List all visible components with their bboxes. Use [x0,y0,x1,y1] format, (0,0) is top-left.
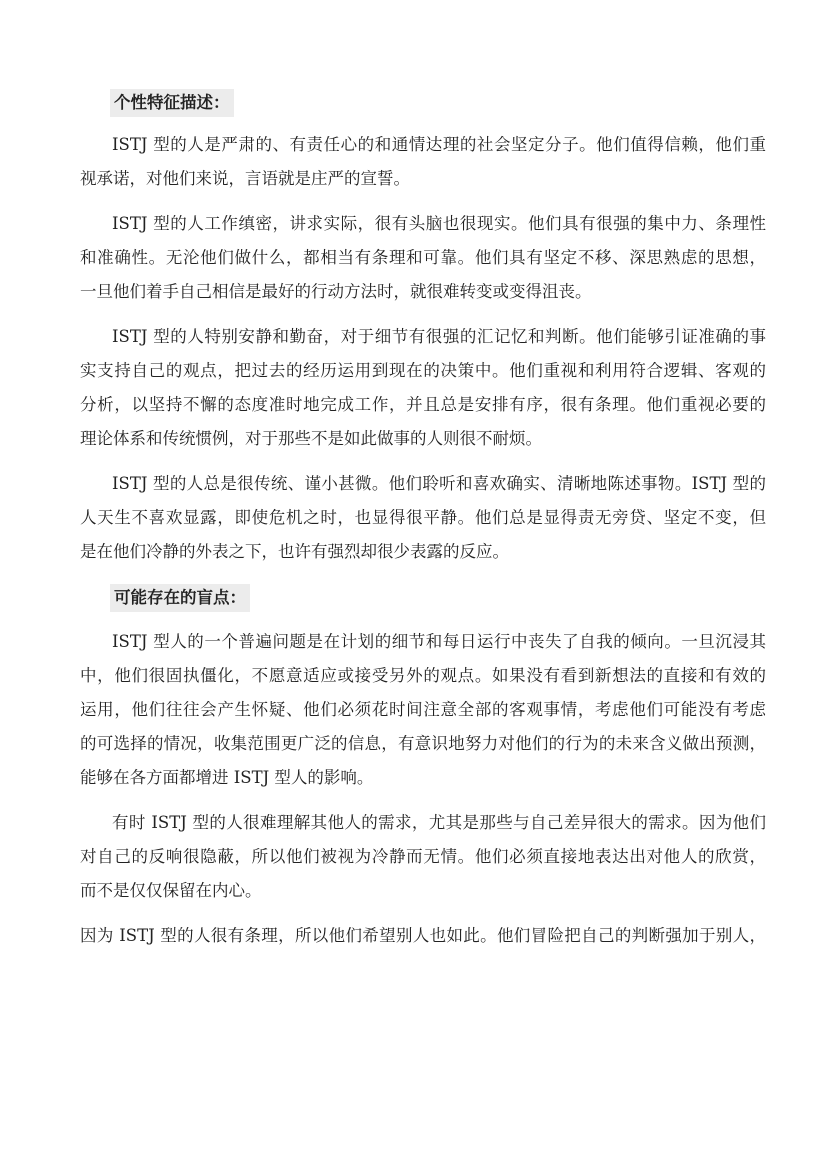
paragraph-line: 而不是仅仅保留在内心。 [80,881,262,900]
paragraph-line: 是在他们冷静的外表之下，也许有强烈却很少表露的反应。 [80,542,509,561]
paragraph-line: 有时 ISTJ 型的人很难理解其他人的需求，尤其是那些与自己差异很大的需求。因为他们 [112,813,766,832]
paragraph-line: ISTJ 型的人是严肃的、有责任心的和通情达理的社会坚定分子。他们值得信赖，他们重 [112,135,766,154]
paragraph-line: 实支持自己的观点，把过去的经历运用到现在的决策中。他们重视和利用符合逻辑、客观的 [80,361,766,380]
paragraph-line: 中，他们很固执僵化，不愿意适应或接受另外的观点。如果没有看到新想法的直接和有效的 [80,666,766,685]
paragraph-line: 人天生不喜欢显露，即使危机之时，也显得很平静。他们总是显得责无旁贷、坚定不变，但 [80,508,766,527]
paragraph-line: 视承诺，对他们来说，言语就是庄严的宣誓。 [80,169,410,188]
paragraph-line: 因为 ISTJ 型的人很有条理，所以他们希望别人也如此。他们冒险把自己的判断强加于别人， [80,926,766,945]
paragraph-line: ISTJ 型的人工作缜密，讲求实际，很有头脑也很现实。他们具有很强的集中力、条理性 [112,214,766,233]
paragraph-line: 分析，以坚持不懈的态度准时地完成工作，并且总是安排有序，很有条理。他们重视必要的 [80,395,766,414]
section-heading-blind-spots: 可能存在的盲点： [110,584,250,612]
paragraph-line: 和准确性。无沦他们做什么，都相当有条理和可靠。他们具有坚定不移、深思熟虑的思想， [80,248,766,267]
section-heading-personality: 个性特征描述： [110,89,234,117]
paragraph-line: 一旦他们着手自己相信是最好的行动方法时，就很难转变或变得沮丧。 [80,282,592,301]
paragraph-line: 能够在各方面都增进 ISTJ 型人的影响。 [80,768,374,787]
paragraph-line: ISTJ 型的人特别安静和勤奋，对于细节有很强的汇记忆和判断。他们能够引证准确的事 [112,327,766,346]
paragraph-line: 理论体系和传统惯例，对于那些不是如此做事的人则很不耐烦。 [80,429,542,448]
paragraph-line: 运用，他们往往会产生怀疑、他们必须花时间注意全部的客观事情，考虑他们可能没有考虑 [80,700,766,719]
paragraph-line: 对自己的反响很隐蔽，所以他们被视为冷静而无情。他们必须直接地表达出对他人的欣赏， [80,847,766,866]
paragraph-line: ISTJ 型人的一个普遍问题是在计划的细节和每日运行中丧失了自我的倾向。一旦沉浸其 [112,632,766,651]
paragraph-line: 的可选择的情况，收集范围更广泛的信息，有意识地努力对他们的行为的未来含义做出预测， [80,734,766,753]
paragraph-line: ISTJ 型的人总是很传统、谨小甚微。他们聆听和喜欢确实、清晰地陈述事物。ISTJ 型的 [112,474,766,493]
